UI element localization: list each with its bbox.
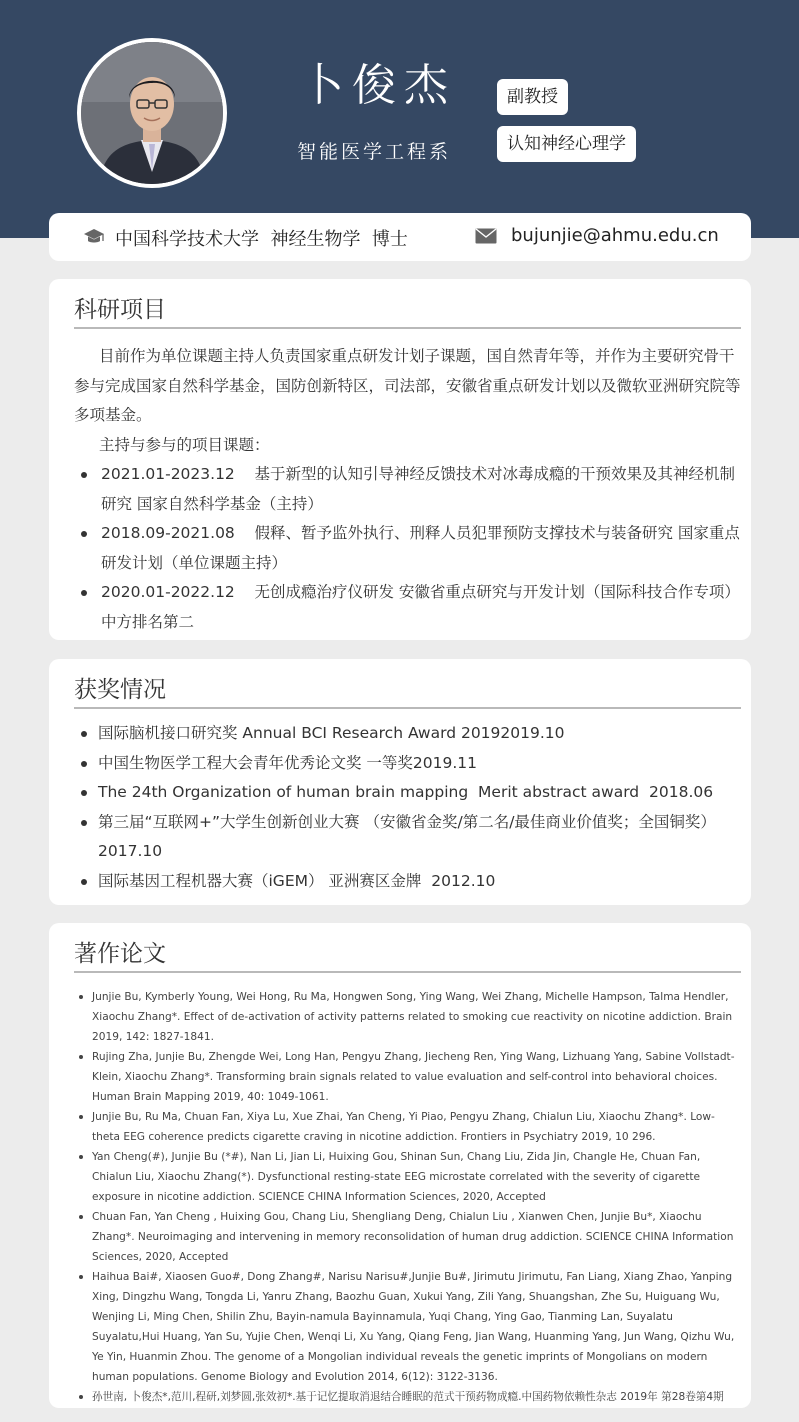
section-divider: [74, 707, 741, 709]
list-item: Junjie Bu, Ru Ma, Chuan Fan, Xiya Lu, Xue Zhai, Yan Cheng, Yi Piao, Pengyu Zhang, Chialun Liu, Xiaochu Zhang*. Low-theta EEG coherence predicts cigarette craving in nicotine addiction. Frontiers in Psychiatry 2019, 10 296.: [74, 1107, 741, 1147]
list-item: 2021.01-2023.12 基于新型的认知引导神经反馈技术对冰毒成瘾的干预效果及其神经机制研究 国家自然科学基金（主持）: [74, 460, 741, 519]
research-intro: 目前作为单位课题主持人负责国家重点研发计划子课题，国自然青年等，并作为主要研究骨干参与完成国家自然科学基金，国防创新特区，司法部，安徽省重点研发计划以及微软亚洲研究院等多项基金。: [74, 347, 741, 424]
contact-card: [49, 213, 751, 261]
list-item: 2018.09-2021.08 假释、暂予监外执行、刑释人员犯罪预防支撑技术与装备研究 国家重点研发计划（单位课题主持）: [74, 519, 741, 578]
publication-list: [74, 987, 741, 1407]
list-item: 国际脑机接口研究奖 Annual BCI Research Award 20192019.10: [74, 719, 741, 749]
section-divider: [74, 971, 741, 973]
list-item: Junjie Bu, Kymberly Young, Wei Hong, Ru Ma, Hongwen Song, Ying Wang, Wei Zhang, Michelle Hampson, Talma Hendler, Xiaochu Zhang*. Effect of de-activation of activity patterns related to smoking cue reactivity on nicotine addiction. Brain 2019, 142: 1827-1841.: [74, 987, 741, 1047]
envelope-icon: [475, 228, 497, 248]
list-item: Chuan Fan, Yan Cheng , Huixing Gou, Chang Liu, Shengliang Deng, Chialun Liu , Xianwen Chen, Junjie Bu*, Xiaochu Zhang*. Neuroimaging and intervening in memory reconsolidation of human drug addiction. SCIENCE CHINA Information Sciences, 2020, Accepted: [74, 1207, 741, 1267]
list-item: Yan Cheng(#), Junjie Bu (*#), Nan Li, Jian Li, Huixing Gou, Shinan Sun, Chang Liu, Zida Jin, Changle He, Chuan Fan, Chialun Liu, Xiaochu Zhang(*). Dysfunctional resting-state EEG microstate correlated with the severity of cigarette exposure in nicotine addiction. SCIENCE CHINA Information Sciences, 2020, Accepted: [74, 1147, 741, 1207]
email-link[interactable]: bujunjie@ahmu.edu.cn: [511, 225, 719, 246]
publications-section: [49, 923, 751, 1408]
research-sub-intro: 主持与参与的项目课题：: [99, 436, 270, 454]
awards-heading: 获奖情况: [74, 677, 166, 703]
education-text: 中国科学技术大学 神经生物学 博士: [115, 229, 408, 250]
section-divider: [74, 327, 741, 329]
list-item: Rujing Zha, Junjie Bu, Zhengde Wei, Long Han, Pengyu Zhang, Jiecheng Ren, Ying Wang, Lizhuang Yang, Sabine Vollstadt-Klein, Xiaochu Zhang*. Transforming brain signals related to value evaluation and self-control into behavioral choices. Human Brain Mapping 2019, 40: 1049-1061.: [74, 1047, 741, 1107]
title-badge: 副教授: [497, 79, 568, 115]
research-section: [49, 279, 751, 640]
project-list: [74, 460, 745, 637]
list-item: 2020.01-2022.12 无创成瘾治疗仪研发 安徽省重点研究与开发计划（国际科技合作专项） 中方排名第二: [74, 578, 741, 637]
awards-section: [49, 659, 751, 905]
publications-heading: 著作论文: [74, 941, 166, 967]
list-item: 国际基因工程机器大赛（iGEM） 亚洲赛区金牌 2012.10: [74, 867, 741, 897]
list-item: The 24th Organization of human brain mapping Merit abstract award 2018.06: [74, 778, 741, 808]
list-item: 中国生物医学工程大会青年优秀论文奖 一等奖2019.11: [74, 749, 741, 779]
department-name: 智能医学工程系: [297, 141, 452, 163]
field-badge: 认知神经心理学: [497, 126, 636, 162]
person-name: 卜俊杰: [300, 60, 456, 111]
list-item: Haihua Bai#, Xiaosen Guo#, Dong Zhang#, Narisu Narisu#,Junjie Bu#, Jirimutu Jirimutu, Fan Liang, Xiang Zhao, Yanping Xing, Dingzhu Wang, Tongda Li, Yanru Zhang, Baozhu Guan, Xukui Yang, Zili Yang, Shuangshan, Zhe Su, Huiguang Wu, Wenjing Li, Ming Chen, Shilin Zhu, Bayin-namula Bayinnamula, Yuqi Chang, Ying Gao, Tianming Lan, Suyalatu Suyalatu,Hui Huang, Yan Su, Yujie Chen, Wenqi Li, Xu Yang, Qiang Feng, Jian Wang, Huanming Yang, Jun Wang, Qizhu Wu, Ye Yin, Huanmin Zhou. The genome of a Mongolian individual reveals the genetic imprints of Mongolians on modern human populations. Genome Biology and Evolution 2014, 6(12): 3122-3136.: [74, 1267, 741, 1387]
list-item: 孙世南, 卜俊杰*,范川,程研,刘梦圆,张效初*.基于记忆提取消退结合睡眠的范式干预药物成瘾.中国药物依赖性杂志 2019年 第28卷第4期: [74, 1387, 741, 1407]
list-item: 第三届“互联网+”大学生创新创业大赛 （安徽省金奖/第二名/最佳商业价值奖；全国铜奖） 2017.10: [74, 808, 741, 867]
graduation-cap-icon: [83, 227, 105, 251]
avatar: [77, 38, 227, 188]
award-list: [74, 719, 741, 896]
research-heading: 科研项目: [74, 297, 166, 323]
